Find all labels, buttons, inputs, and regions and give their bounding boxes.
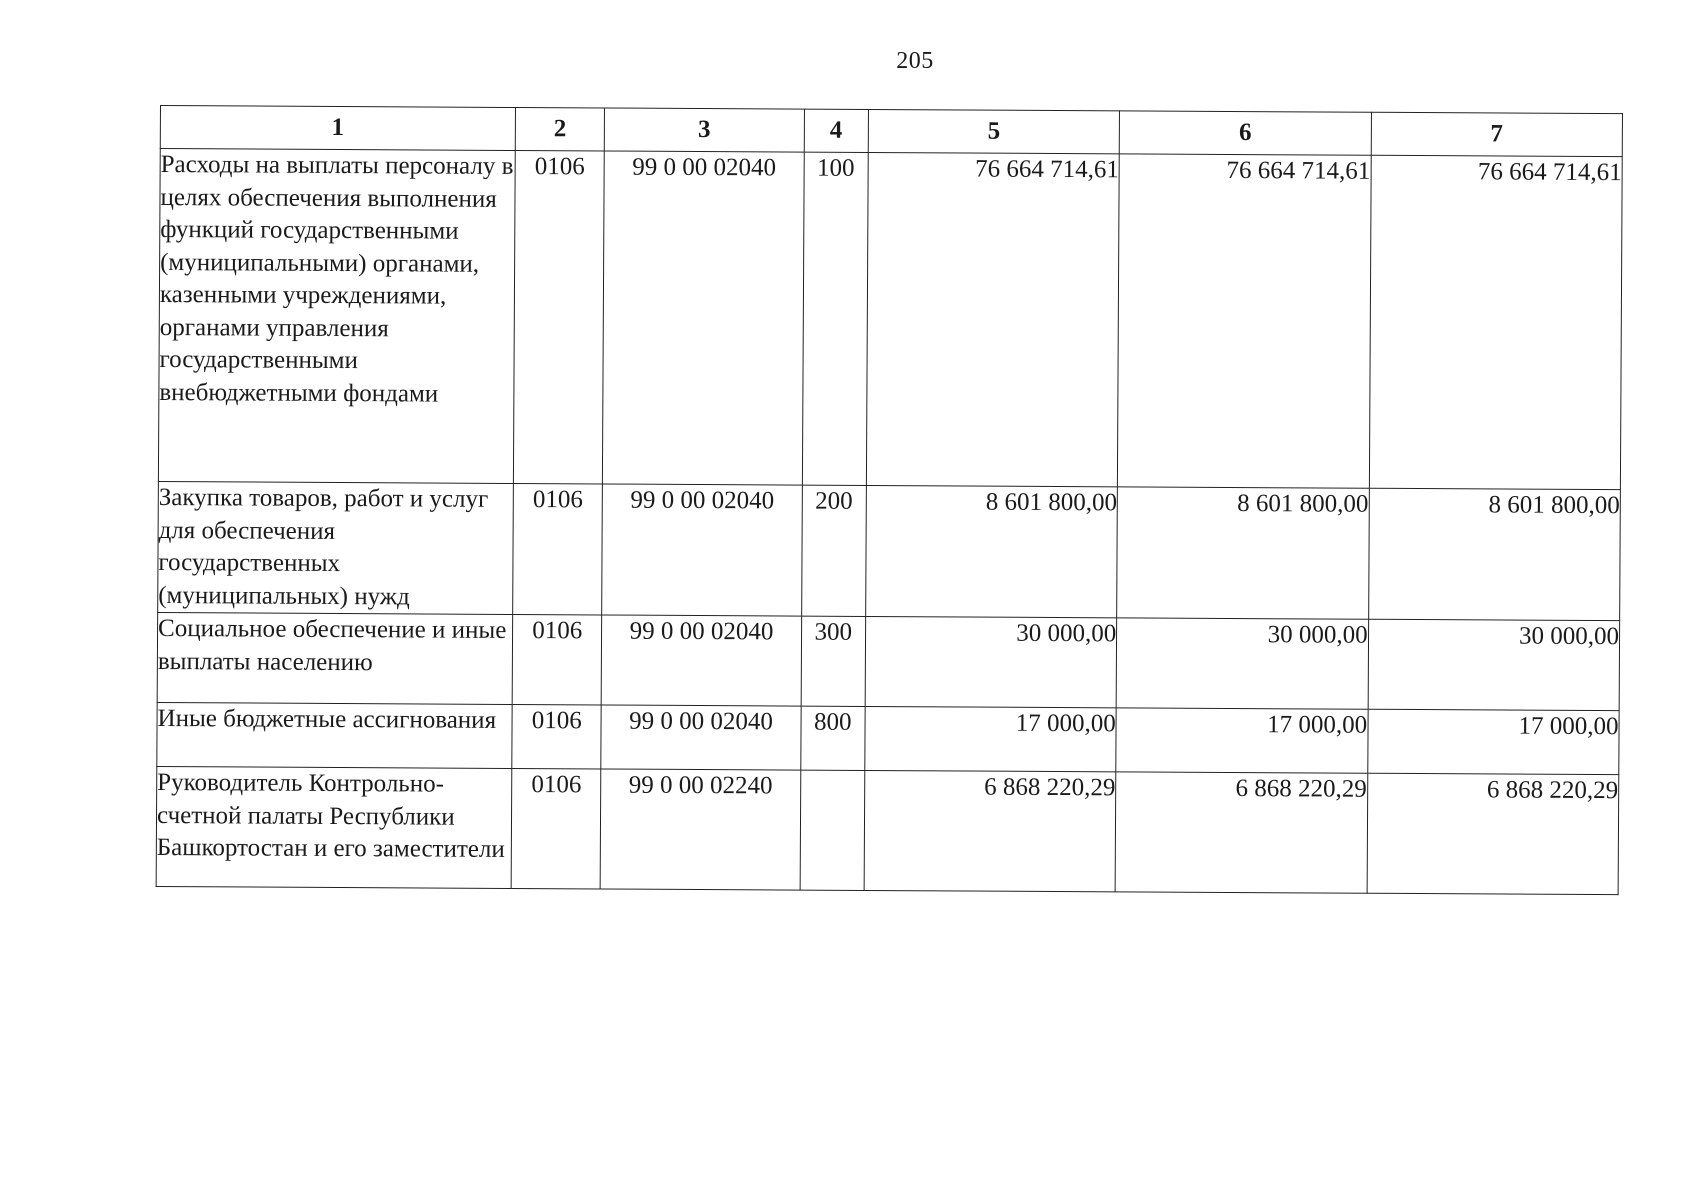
section-code: 0106 [512, 614, 602, 704]
target-article-code: 99 0 00 02040 [601, 705, 800, 770]
amount-column-7: 8 601 800,00 [1368, 488, 1620, 620]
expense-type-code [800, 770, 865, 890]
amount-column-7: 6 868 220,29 [1367, 773, 1619, 894]
column-header: 5 [868, 109, 1120, 153]
amount-column-6: 30 000,00 [1116, 618, 1368, 709]
column-header: 7 [1371, 112, 1623, 156]
expense-type-code: 300 [801, 616, 866, 706]
amount-column-7: 17 000,00 [1367, 709, 1619, 774]
amount-column-7: 76 664 714,61 [1369, 155, 1622, 489]
page-number: 205 [896, 48, 934, 74]
row-name: Социальное обеспечение и иные выплаты населению [157, 612, 512, 704]
column-header: 6 [1119, 111, 1371, 155]
row-name: Расходы на выплаты персоналу в целях обеспечения выполнения функций государственными (муниципальными) органами, казенными учреждениями, органами управления государственными внебюджетными фондами [158, 149, 515, 484]
amount-column-6: 17 000,00 [1116, 708, 1368, 773]
column-header: 1 [160, 106, 515, 151]
section-code: 0106 [511, 768, 601, 888]
column-header: 4 [804, 109, 869, 152]
expense-type-code: 100 [802, 152, 868, 485]
column-header: 2 [515, 107, 605, 150]
row-name: Иные бюджетные ассигнования [157, 702, 512, 768]
table-row [156, 766, 1619, 894]
expense-type-code: 200 [801, 485, 866, 616]
budget-table [156, 105, 1623, 895]
amount-column-7: 30 000,00 [1368, 619, 1620, 710]
target-article-code: 99 0 00 02240 [601, 769, 801, 890]
section-code: 0106 [512, 704, 602, 768]
amount-column-6: 76 664 714,61 [1118, 154, 1371, 488]
amount-column-5: 76 664 714,61 [866, 152, 1119, 486]
amount-column-6: 6 868 220,29 [1115, 772, 1367, 893]
target-article-code: 99 0 00 02040 [602, 484, 802, 616]
row-name: Руководитель Контрольно-счетной палаты Республики Башкортостан и его заместители [156, 766, 512, 888]
table-row [158, 481, 1621, 620]
column-header: 3 [605, 108, 804, 152]
amount-column-5: 8 601 800,00 [865, 485, 1117, 617]
table-row [157, 612, 1619, 710]
amount-column-5: 30 000,00 [865, 616, 1117, 707]
section-code: 0106 [513, 483, 603, 614]
row-name: Закупка товаров, работ и услуг для обеспечения государственных (муниципальных) нужд [158, 481, 514, 614]
section-code: 0106 [513, 150, 604, 483]
target-article-code: 99 0 00 02040 [603, 151, 804, 485]
amount-column-6: 8 601 800,00 [1117, 487, 1369, 619]
table-row [157, 702, 1619, 774]
amount-column-5: 6 868 220,29 [864, 770, 1116, 891]
target-article-code: 99 0 00 02040 [602, 615, 802, 706]
expense-type-code: 800 [800, 706, 865, 770]
table-row [158, 149, 1622, 490]
amount-column-5: 17 000,00 [865, 706, 1117, 771]
